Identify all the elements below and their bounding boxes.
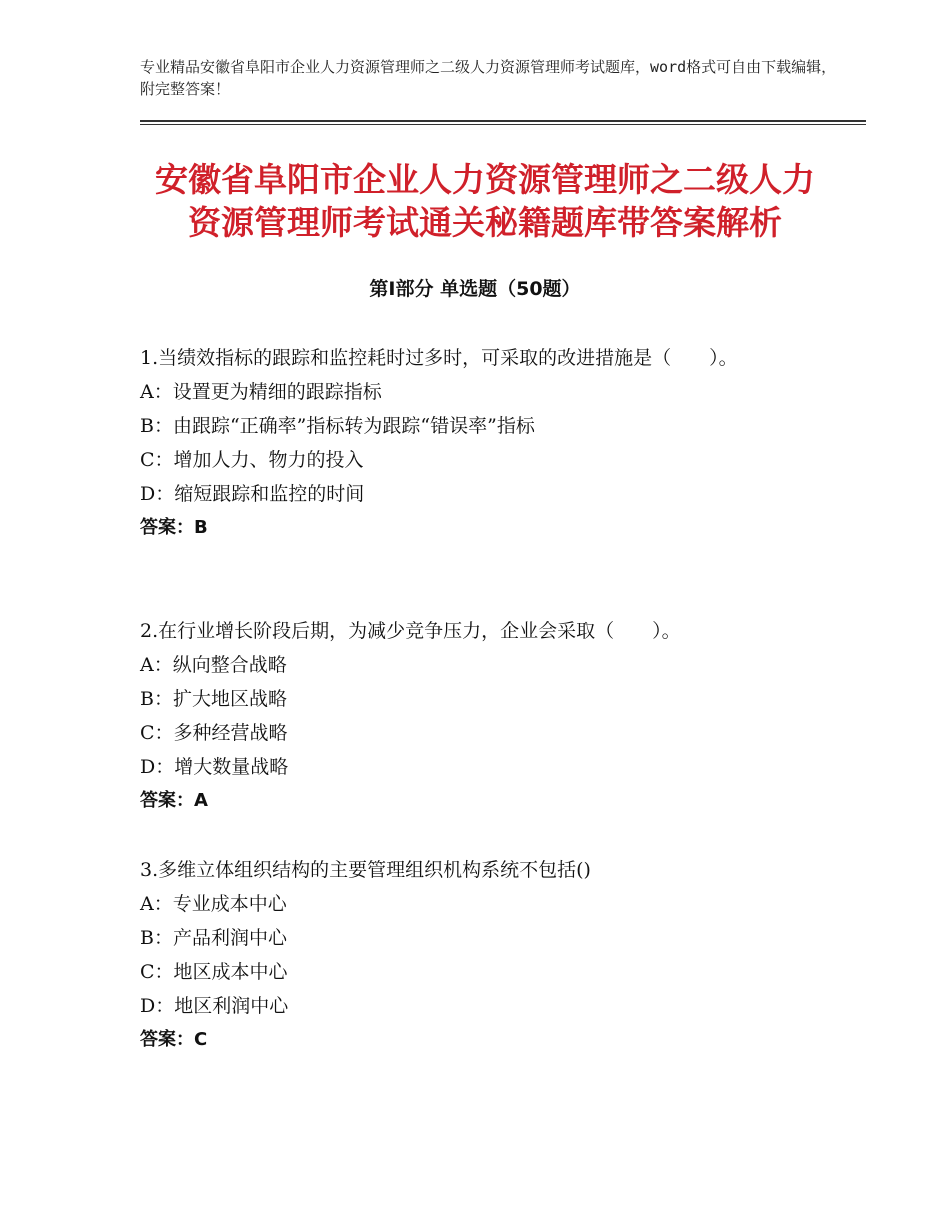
- option-d: D：增大数量战略: [140, 756, 289, 778]
- question-1: [140, 342, 780, 545]
- header-divider: [140, 120, 866, 125]
- option-b: B：产品利润中心: [140, 927, 287, 949]
- question-stem: 3.多维立体组织结构的主要管理组织机构系统不包括(): [140, 859, 591, 881]
- question-stem: 2.在行业增长阶段后期，为减少竞争压力，企业会采取（ ）。: [140, 620, 681, 642]
- answer: 答案：B: [140, 517, 208, 538]
- question-2: [140, 615, 780, 818]
- option-b: B：扩大地区战略: [140, 688, 287, 710]
- section-heading: 第Ⅰ部分 单选题（50题）: [369, 278, 581, 300]
- option-a: A：设置更为精细的跟踪指标: [140, 381, 382, 403]
- document-title: 安徽省阜阳市企业人力资源管理师之二级人力资源管理师考试通关秘籍题库带答案解析: [155, 160, 815, 242]
- answer: 答案：A: [140, 790, 208, 811]
- option-c: C：多种经营战略: [140, 722, 288, 744]
- option-d: D：地区利润中心: [140, 995, 289, 1017]
- question-stem: 1.当绩效指标的跟踪和监控耗时过多时，可采取的改进措施是（ ）。: [140, 347, 738, 369]
- option-c: C：增加人力、物力的投入: [140, 449, 364, 471]
- option-c: C：地区成本中心: [140, 961, 288, 983]
- option-b: B：由跟踪“正确率”指标转为跟踪“错误率”指标: [140, 415, 535, 437]
- option-a: A：专业成本中心: [140, 893, 287, 915]
- header-note: 专业精品安徽省阜阳市企业人力资源管理师之二级人力资源管理师考试题库，word格式可自由下载编辑，附完整答案！: [140, 58, 837, 98]
- question-3: [140, 854, 780, 1057]
- answer: 答案：C: [140, 1029, 208, 1050]
- option-d: D：缩短跟踪和监控的时间: [140, 483, 365, 505]
- option-a: A：纵向整合战略: [140, 654, 287, 676]
